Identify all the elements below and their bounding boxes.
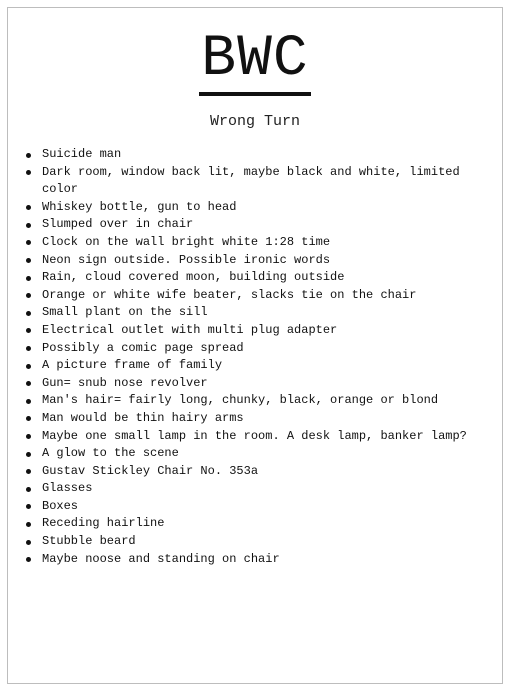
document-title: BWC — [199, 30, 310, 96]
list-item: Slumped over in chair — [23, 216, 499, 234]
list-item: Gustav Stickley Chair No. 353a — [23, 463, 499, 481]
list-item: Orange or white wife beater, slacks tie on the chair — [23, 287, 499, 305]
title-wrap — [8, 27, 502, 96]
list-item: Electrical outlet with multi plug adapter — [23, 322, 499, 340]
list-item: Man would be thin hairy arms — [23, 410, 499, 428]
list-item: Small plant on the sill — [23, 304, 499, 322]
list-item: Rain, cloud covered moon, building outside — [23, 269, 499, 287]
list-item: Maybe noose and standing on chair — [23, 551, 499, 569]
list-item: Neon sign outside. Possible ironic words — [23, 252, 499, 270]
list-item: Clock on the wall bright white 1:28 time — [23, 234, 499, 252]
document-page — [7, 7, 503, 684]
list-item: Suicide man — [23, 146, 499, 164]
list-item: Stubble beard — [23, 533, 499, 551]
list-item: Receding hairline — [23, 515, 499, 533]
list-item: A glow to the scene — [23, 445, 499, 463]
list-item: Whiskey bottle, gun to head — [23, 199, 499, 217]
document-subtitle: Wrong Turn — [209, 113, 300, 130]
list-item: Gun= snub nose revolver — [23, 375, 499, 393]
list-item: Glasses — [23, 480, 499, 498]
list-item: A picture frame of family — [23, 357, 499, 375]
list-item: Possibly a comic page spread — [23, 340, 499, 358]
list-item: Boxes — [23, 498, 499, 516]
list-item: Dark room, window back lit, maybe black and white, limited color — [23, 164, 499, 199]
notes-list — [23, 146, 499, 568]
list-item: Maybe one small lamp in the room. A desk lamp, banker lamp? — [23, 428, 499, 446]
list-item: Man's hair= fairly long, chunky, black, orange or blond — [23, 392, 499, 410]
